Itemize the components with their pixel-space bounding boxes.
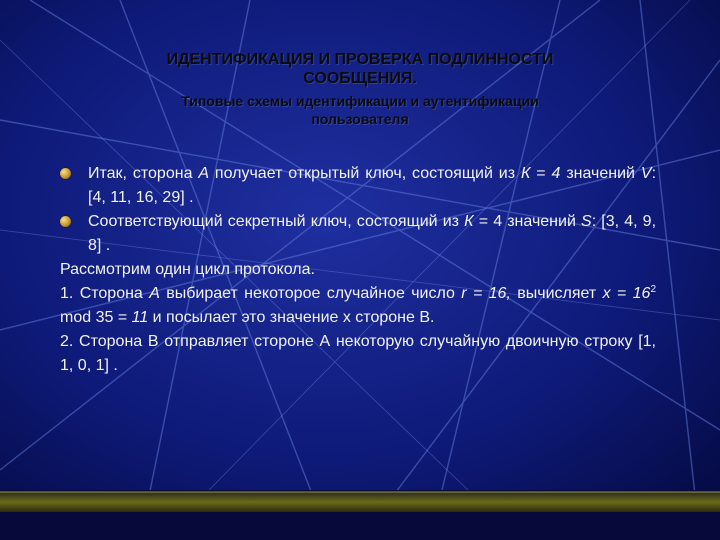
bullet-public-key: Итак, сторона А получает открытый ключ, состоящий из К = 4 значений V: [4, 11, 16, 29] .: [60, 162, 656, 210]
slide-subtitle: [60, 92, 660, 128]
subtitle-line-1: Типовые схемы идентификации и аутентификации: [181, 93, 539, 109]
slide-body: [60, 162, 656, 378]
protocol-step-1: 1. Сторона А выбирает некоторое случайное число r = 16, вычисляет $x = 16^2$ mod 35 = 11 и посылает это значение х стороне В.: [60, 284, 656, 326]
gold-sphere-bullet-icon: [60, 216, 71, 227]
slide-header: [60, 50, 660, 128]
subtitle-line-2: пользователя: [311, 111, 409, 127]
bullet-secret-key: Соответствующий секретный ключ, состоящий из К = 4 значений S: [3, 4, 9, 8] .: [60, 210, 656, 258]
gold-sphere-bullet-icon: [60, 168, 71, 179]
protocol-step-2: 2. Сторона В отправляет стороне А некоторую случайную двоичную строку [1, 1, 0, 1] .: [60, 333, 656, 374]
slide-title: [60, 50, 660, 88]
title-line-2: СООБЩЕНИЯ.: [303, 70, 417, 87]
protocol-intro: Рассмотрим один цикл протокола.: [60, 261, 315, 278]
title-line-1: ИДЕНТИФИКАЦИЯ И ПРОВЕРКА ПОДЛИННОСТИ: [166, 51, 554, 68]
